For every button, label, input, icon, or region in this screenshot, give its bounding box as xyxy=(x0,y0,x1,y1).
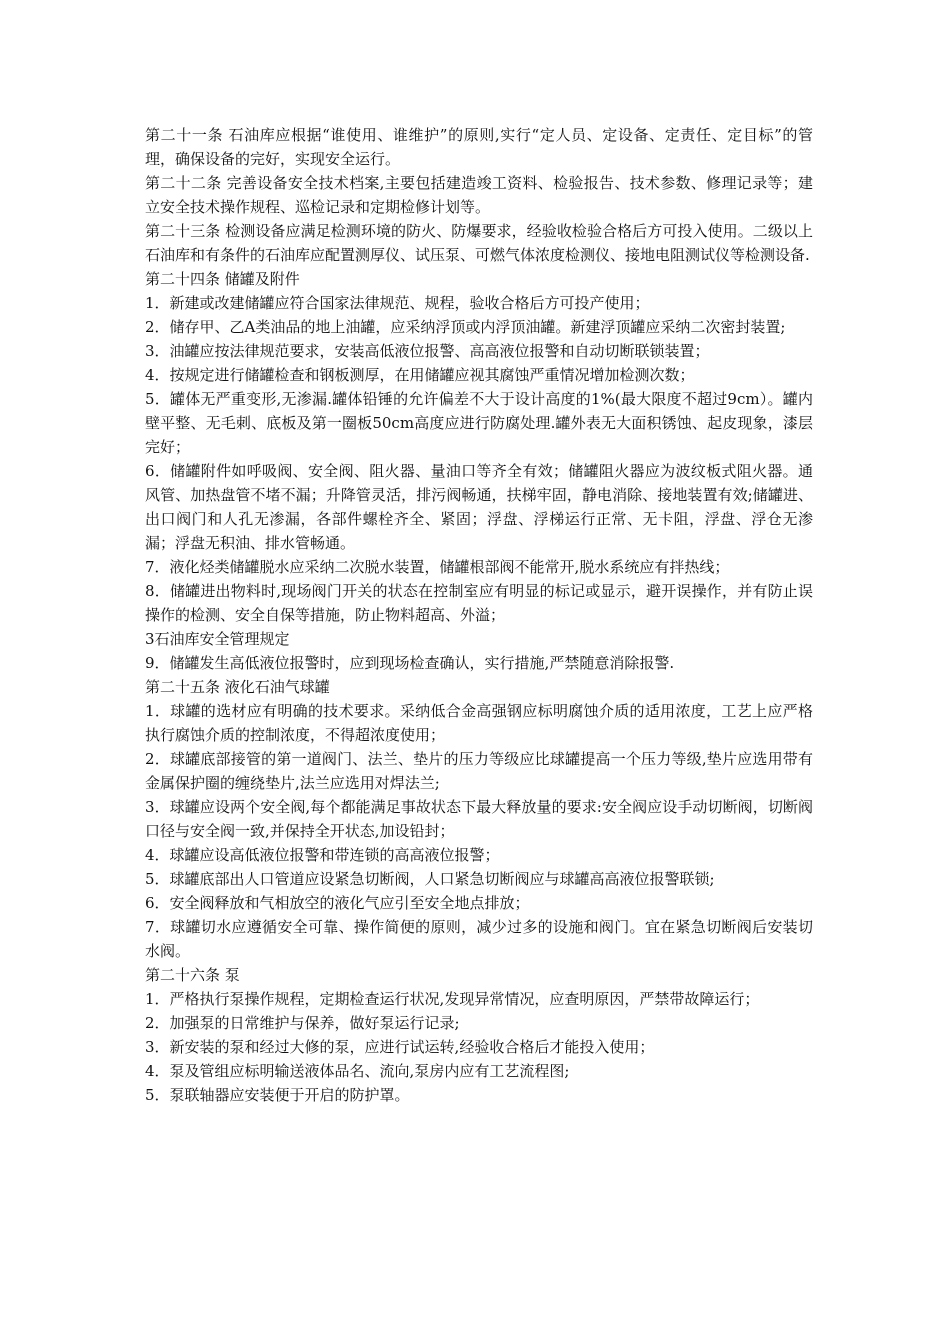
list-item: 1．球罐的选材应有明确的技术要求。采纳低合金高强钢应标明腐蚀介质的适用浓度，工艺上应严格执行腐蚀介质的控制浓度，不得超浓度使用； xyxy=(145,702,813,744)
section-note: 3石油库安全管理规定 xyxy=(145,630,290,648)
heading-article-24: 第二十四条 储罐及附件 xyxy=(145,270,300,288)
document-body xyxy=(145,123,813,1107)
list-item: 1．新建或改建储罐应符合国家法律规范、规程，验收合格后方可投产使用； xyxy=(145,294,650,312)
list-item: 7．液化烃类储罐脱水应采纳二次脱水装置，储罐根部阀不能常开,脱水系统应有拌热线； xyxy=(145,558,730,576)
list-item: 4．球罐应设高低液位报警和带连锁的高高液位报警； xyxy=(145,846,500,864)
list-item: 2．储存甲、乙A类油品的地上油罐，应采纳浮顶或内浮顶油罐。新建浮顶罐应采纳二次密封装置; xyxy=(145,318,786,336)
list-item: 5．球罐底部出人口管道应设紧急切断阀，人口紧急切断阀应与球罐高高液位报警联锁; xyxy=(145,870,715,888)
paragraph-article-21: 第二十一条 石油库应根据“谁使用、谁维护”的原则,实行“定人员、定设备、定责任、定目标”的管理，确保设备的完好，实现安全运行。 xyxy=(145,126,813,168)
list-item: 5．泵联轴器应安装便于开启的防护罩。 xyxy=(145,1086,410,1104)
list-item: 2．加强泵的日常维护与保养，做好泵运行记录; xyxy=(145,1014,460,1032)
heading-article-26: 第二十六条 泵 xyxy=(145,966,240,984)
list-item: 1．严格执行泵操作规程，定期检查运行状况,发现异常情况，应查明原因，严禁带故障运行； xyxy=(145,990,760,1008)
list-item: 7．球罐切水应遵循安全可靠、操作简便的原则，减少过多的设施和阀门。宜在紧急切断阀后安装切水阀。 xyxy=(145,918,813,960)
list-item: 6．储罐附件如呼吸阀、安全阀、阻火器、量油口等齐全有效；储罐阻火器应为波纹板式阻火器。通风管、加热盘管不堵不漏；升降管灵活，排污阀畅通，扶梯牢固，静电消除、接地装置有效;储罐进、出口阀门和人孔无渗漏，各部件螺栓齐全、紧固；浮盘、浮梯运行正常、无卡阻，浮盘、浮仓无渗漏；浮盘无积油、排水管畅通。 xyxy=(145,462,813,552)
list-item: 2．球罐底部接管的第一道阀门、法兰、垫片的压力等级应比球罐提高一个压力等级,垫片应选用带有金属保护圈的缠绕垫片,法兰应选用对焊法兰; xyxy=(145,750,813,792)
list-item: 9．储罐发生高低液位报警时，应到现场检查确认，实行措施,严禁随意消除报警. xyxy=(145,654,675,672)
list-item: 6．安全阀释放和气相放空的液化气应引至安全地点排放； xyxy=(145,894,530,912)
list-item: 8．储罐进出物料时,现场阀门开关的状态在控制室应有明显的标记或显示，避开误操作，并有防止误操作的检测、安全自保等措施，防止物料超高、外溢； xyxy=(145,582,813,624)
list-item: 3．油罐应按法律规范要求，安装高低液位报警、高高液位报警和自动切断联锁装置； xyxy=(145,342,710,360)
paragraph-article-22: 第二十二条 完善设备安全技术档案,主要包括建造竣工资料、检验报告、技术参数、修理记录等；建立安全技术操作规程、巡检记录和定期检修计划等。 xyxy=(145,174,813,216)
list-item: 4．按规定进行储罐检查和钢板测厚，在用储罐应视其腐蚀严重情况增加检测次数； xyxy=(145,366,695,384)
list-item: 3．球罐应设两个安全阀,每个都能满足事故状态下最大释放量的要求:安全阀应设手动切断阀，切断阀口径与安全阀一致,并保持全开状态,加设铅封； xyxy=(145,798,813,840)
list-item: 4．泵及管组应标明输送液体品名、流向,泵房内应有工艺流程图; xyxy=(145,1062,570,1080)
heading-article-25: 第二十五条 液化石油气球罐 xyxy=(145,678,330,696)
list-item: 3．新安装的泵和经过大修的泵，应进行试运转,经验收合格后才能投入使用； xyxy=(145,1038,655,1056)
list-item: 5．罐体无严重变形,无渗漏.罐体铅锤的允许偏差不大于设计高度的1%(最大限度不超过9cm）。罐内壁平整、无毛刺、底板及第一圈板50cm高度应进行防腐处理.罐外表无大面积锈蚀、起皮现象，漆层完好； xyxy=(145,390,813,456)
paragraph-article-23: 第二十三条 检测设备应满足检测环境的防火、防爆要求，经验收检验合格后方可投入使用。二级以上石油库和有条件的石油库应配置测厚仪、试压泵、可燃气体浓度检测仪、接地电阻测试仪等检测设备. xyxy=(145,222,813,264)
